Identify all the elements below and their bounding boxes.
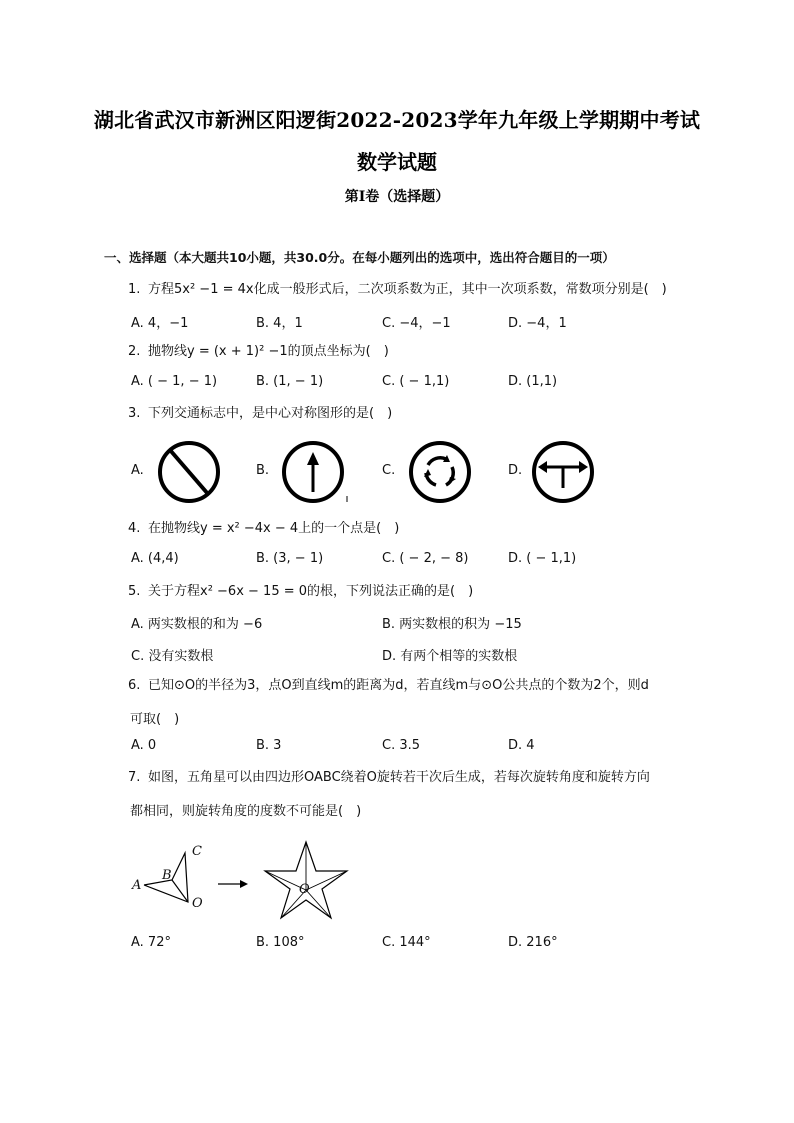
straight-arrow-sign-icon: [280, 440, 348, 504]
left-right-arrow-sign-icon: [529, 440, 597, 504]
question-number: 3.: [128, 406, 141, 421]
question-7: [128, 768, 650, 788]
quadrilateral-oabc-figure: [130, 838, 360, 928]
question-2: [128, 342, 389, 362]
point-o-label: O: [192, 896, 203, 911]
question-number: 1.: [128, 282, 141, 297]
option-a: A. 两实数根的和为 −6: [131, 617, 263, 632]
option-c: C. 没有实数根: [131, 649, 214, 664]
option-a: A. 0: [131, 738, 157, 753]
option-b: B. 3: [256, 738, 282, 753]
question-text: 关于方程x² −6x − 15 = 0的根，下列说法正确的是( ): [148, 584, 474, 599]
option-a: A. (4,4): [131, 551, 179, 566]
option-a: A.: [131, 463, 144, 478]
question-5: [128, 582, 473, 602]
exam-title: 湖北省武汉市新洲区阳逻街2022-2023学年九年级上学期期中考试: [93, 108, 701, 132]
option-c: C. ( − 1,1): [382, 374, 450, 389]
option-d: D. ( − 1,1): [508, 551, 577, 566]
option-a: A. 4，−1: [131, 316, 189, 331]
question-6-continued: 可取( ): [130, 712, 180, 727]
five-pointed-star-figure: [265, 842, 347, 918]
option-c: C. 144°: [382, 935, 431, 950]
question-text: 下列交通标志中，是中心对称图形的是( ): [148, 406, 393, 421]
roundabout-sign-icon: [406, 440, 474, 504]
question-text: 已知⊙O的半径为3，点O到直线m的距离为d，若直线m与⊙O公共点的个数为2个，则d: [148, 678, 649, 693]
question-6: [128, 676, 649, 696]
figure-quadrilateral-and-star: [130, 838, 360, 928]
question-4: [128, 519, 399, 539]
option-d: D. 有两个相等的实数根: [382, 649, 518, 664]
question-text: 方程5x² −1 = 4x化成一般形式后，二次项系数为正，其中一次项系数，常数项分别是( ): [148, 282, 667, 297]
question-3: [128, 404, 392, 424]
option-b: B. (1, − 1): [256, 374, 324, 389]
option-c: C. ( − 2, − 8): [382, 551, 469, 566]
option-b: B. 108°: [256, 935, 305, 950]
question-7-continued: 都相同，则旋转角度的度数不可能是( ): [130, 804, 362, 819]
question-number: 2.: [128, 344, 141, 359]
star-center-o-label: O: [299, 882, 310, 897]
volume-label: 第Ⅰ卷（选择题）: [344, 189, 450, 205]
section-heading: 一、选择题（本大题共10小题，共30.0分。在每小题列出的选项中，选出符合题目的一项）: [104, 250, 615, 265]
question-text: 抛物线y = (x + 1)² −1的顶点坐标为( ): [148, 344, 389, 359]
option-a: A. 72°: [131, 935, 171, 950]
question-number: 6.: [128, 678, 141, 693]
option-c: C. −4，−1: [382, 316, 451, 331]
option-a: A. ( − 1, − 1): [131, 374, 218, 389]
no-entry-sign-icon: [155, 440, 223, 504]
point-b-label: B: [162, 868, 172, 883]
option-d: D. 216°: [508, 935, 558, 950]
exam-subject: 数学试题: [357, 150, 437, 174]
option-b: B. 两实数根的积为 −15: [382, 617, 522, 632]
option-d: D.: [508, 463, 523, 478]
question-text: 如图，五角星可以由四边形OABC绕着O旋转若干次后生成，若每次旋转角度和旋转方向: [148, 770, 650, 785]
point-c-label: C: [192, 844, 202, 859]
question-number: 5.: [128, 584, 141, 599]
option-d: D. 4: [508, 738, 535, 753]
option-b: B. (3, − 1): [256, 551, 324, 566]
option-b: B. 4，1: [256, 316, 303, 331]
option-c: C. 3.5: [382, 738, 421, 753]
question-text: 在抛物线y = x² −4x − 4上的一个点是( ): [148, 521, 400, 536]
option-c: C.: [382, 463, 396, 478]
option-b: B.: [256, 463, 270, 478]
point-a-label: A: [132, 878, 142, 893]
question-1: [128, 280, 667, 300]
question-number: 7.: [128, 770, 141, 785]
question-number: 4.: [128, 521, 141, 536]
option-d: D. (1,1): [508, 374, 558, 389]
option-d: D. −4，1: [508, 316, 567, 331]
